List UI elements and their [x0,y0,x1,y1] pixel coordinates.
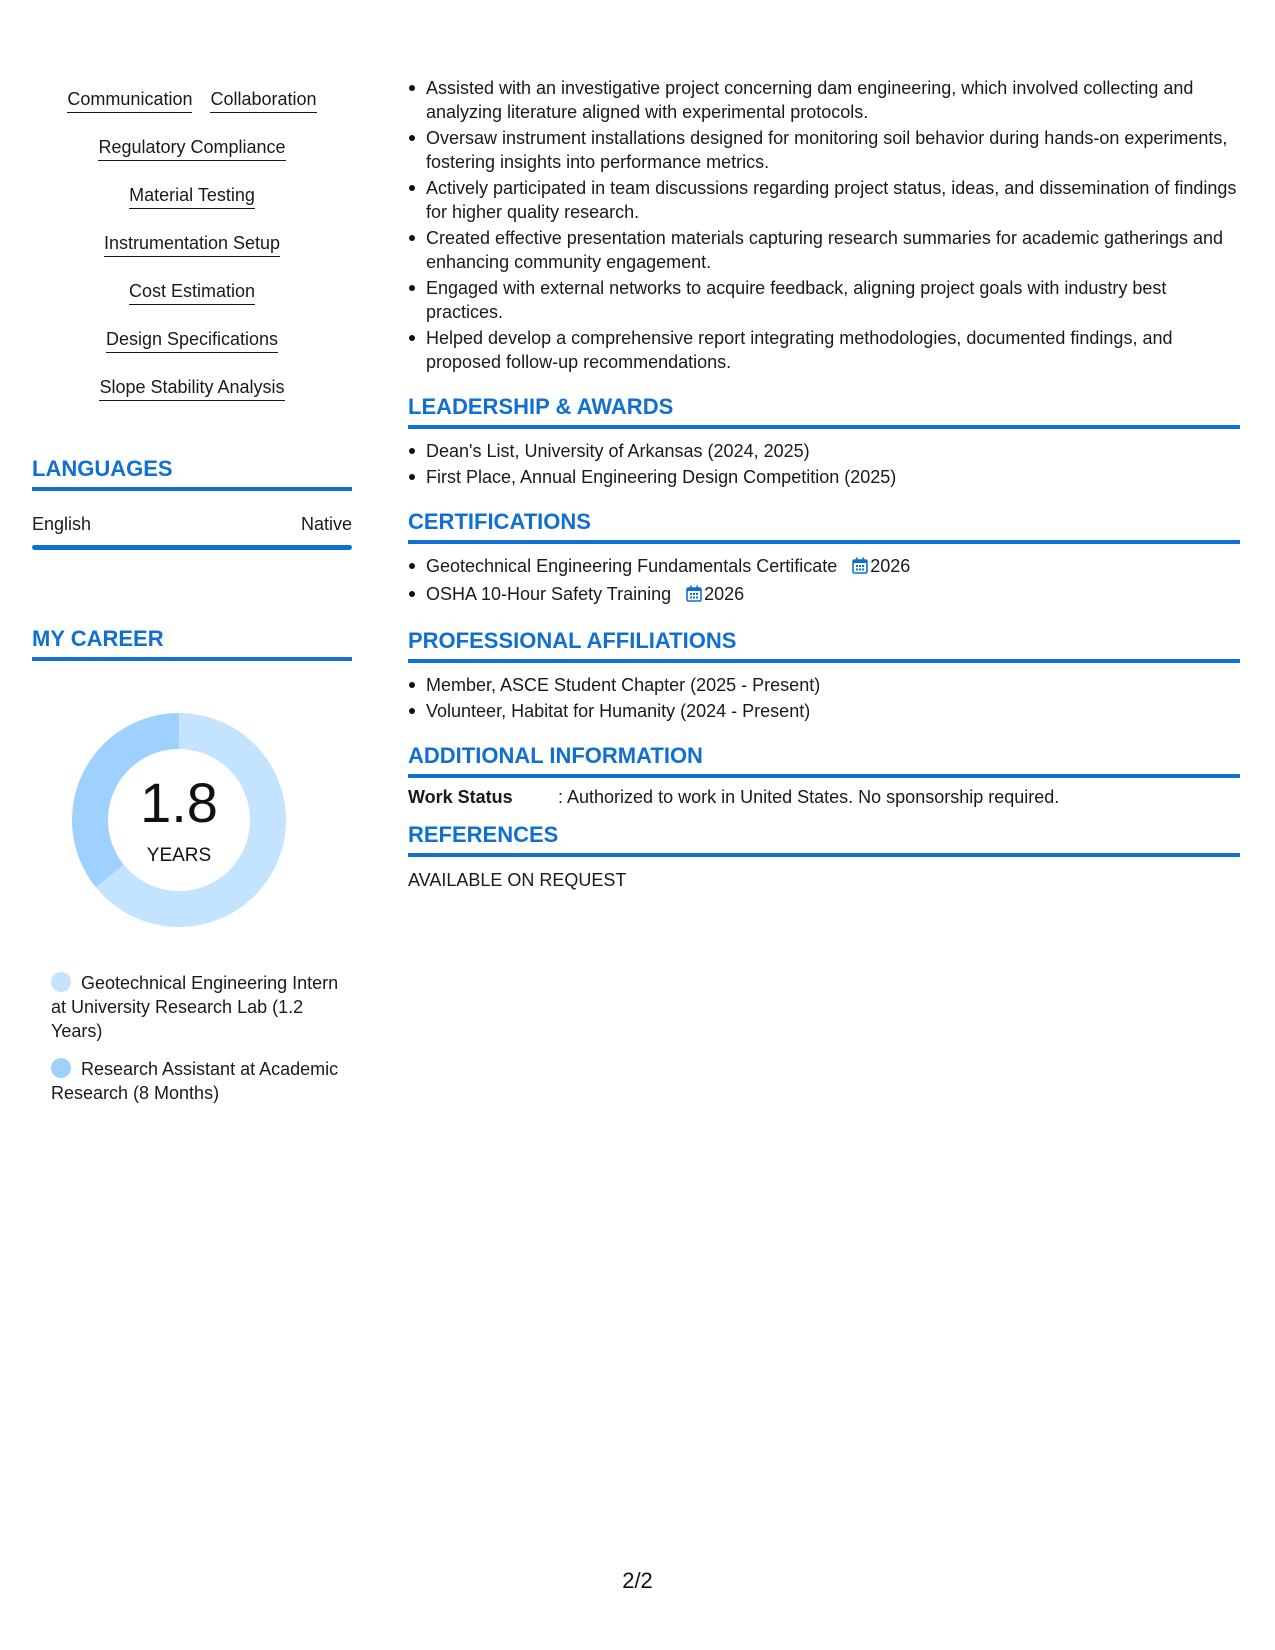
additional-info-heading: ADDITIONAL INFORMATION [408,743,1240,778]
skill-tag: Regulatory Compliance [98,124,285,161]
language-row [32,513,352,535]
legend-item [51,971,341,1043]
work-status-row [408,786,1240,808]
skill-tag: Cost Estimation [129,268,255,305]
experience-bullet: Created effective presentation materials capturing research summaries for academic gatherings and enhancing community engagement. [426,226,1240,274]
calendar-icon [852,556,868,580]
certifications-heading: CERTIFICATIONS [408,509,1240,544]
additional-info-section [408,743,1240,808]
skill-tag: Material Testing [129,172,255,209]
award-item: First Place, Annual Engineering Design Competition (2025) [426,465,1240,489]
languages-section [32,456,352,550]
certification-name: Geotechnical Engineering Fundamentals Certificate [426,556,838,576]
experience-bullet: Oversaw instrument installations designed for monitoring soil behavior during hands-on experiments, fostering insights into performance metrics. [426,126,1240,174]
experience-bullet: Assisted with an investigative project concerning dam engineering, which involved collecting and analyzing literature aligned with experimental protocols. [426,76,1240,124]
language-level: Native [300,514,352,534]
language-name: English [32,514,92,534]
career-heading: MY CAREER [32,626,352,661]
affiliations-section [408,628,1240,723]
skill-tag: Collaboration [210,76,316,113]
right-column [408,76,1240,891]
career-total-years: 1.8 [140,771,218,834]
certification-year: 2026 [870,556,911,576]
career-legend [51,971,341,1105]
experience-bullets [408,76,1240,374]
references-section [408,822,1240,891]
work-status-label: Work Status [408,787,513,807]
affiliations-heading: PROFESSIONAL AFFILIATIONS [408,628,1240,663]
skill-tag: Instrumentation Setup [104,220,280,257]
page-number: 2/2 [622,1568,653,1593]
career-unit: YEARS [146,845,212,866]
leadership-heading: LEADERSHIP & AWARDS [408,394,1240,429]
legend-dot [51,1058,71,1078]
certification-name: OSHA 10-Hour Safety Training [426,584,672,604]
legend-dot [51,972,71,992]
legend-label: Research Assistant at Academic Research (8 Months) [51,1059,339,1103]
left-column [32,76,352,1119]
certification-item [426,582,1240,608]
affiliation-item: Volunteer, Habitat for Humanity (2024 - Present) [426,699,1240,723]
references-heading: REFERENCES [408,822,1240,857]
experience-bullet: Helped develop a comprehensive report integrating methodologies, documented findings, and proposed follow-up recommendations. [426,326,1240,374]
languages-heading: LANGUAGES [32,456,352,491]
career-section [32,626,352,1105]
calendar-icon [686,584,702,608]
skill-tag: Communication [67,76,192,113]
legend-label: Geotechnical Engineering Intern at University Research Lab (1.2 Years) [51,973,339,1041]
certifications-section [408,509,1240,608]
skills-list [32,76,352,412]
skill-tag: Slope Stability Analysis [99,364,284,401]
skill-tag: Design Specifications [106,316,278,353]
experience-bullet: Engaged with external networks to acquire feedback, aligning project goals with industry best practices. [426,276,1240,324]
legend-item [51,1057,341,1105]
language-proficiency-bar [32,545,352,550]
award-item: Dean's List, University of Arkansas (2024, 2025) [426,439,1240,463]
certification-item [426,554,1240,580]
certification-year: 2026 [704,584,745,604]
affiliation-item: Member, ASCE Student Chapter (2025 - Present) [426,673,1240,697]
career-donut-chart [64,705,294,935]
references-text: AVAILABLE ON REQUEST [408,870,627,890]
experience-bullet: Actively participated in team discussions regarding project status, ideas, and dissemination of findings for higher quality research. [426,176,1240,224]
leadership-section [408,394,1240,489]
work-status-value: : Authorized to work in United States. No sponsorship required. [558,787,1060,807]
